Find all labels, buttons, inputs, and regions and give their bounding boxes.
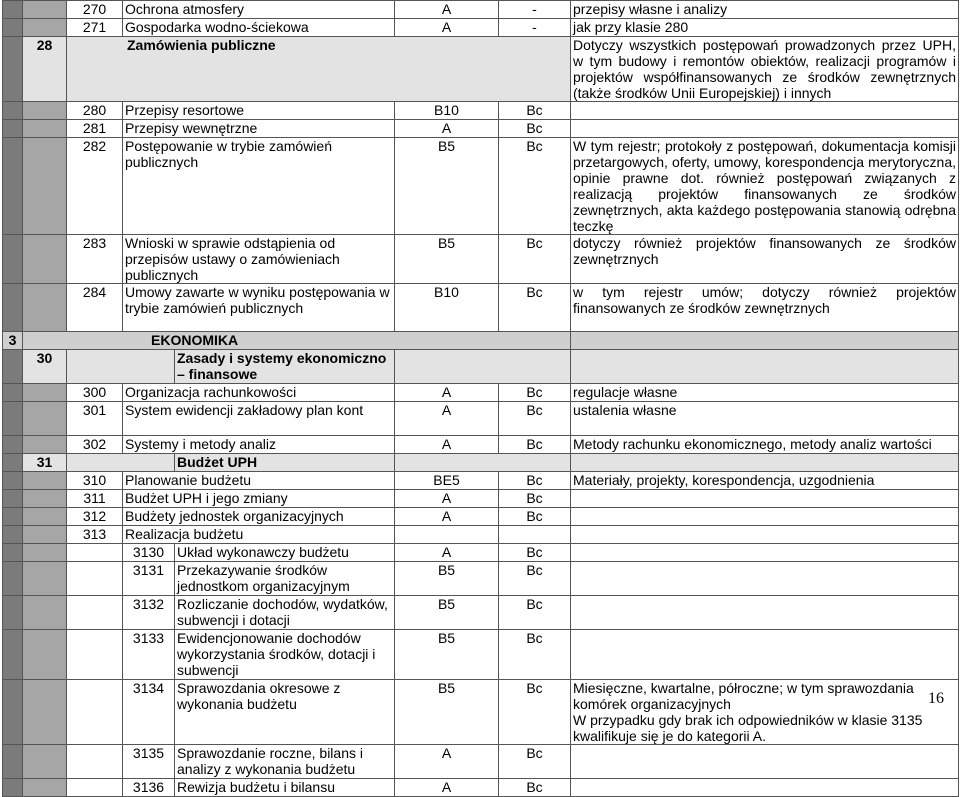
notes-cell [571,508,959,526]
category-other-cell: Bc [499,138,571,235]
level1-cell [3,544,23,562]
notes-cell: w tym rejestr umów; dotyczy również projektów finansowanych ze środków zewnętrznych [571,284,959,332]
category-cell: B5 [395,630,499,680]
spacer-cell [67,596,123,630]
level1-cell [3,235,23,284]
table-row [3,37,959,102]
level1-cell [3,102,23,120]
notes-cell [571,596,959,630]
category-cell: A [395,508,499,526]
table-row [3,490,959,508]
table-row [3,332,959,350]
category-other-cell: Bc [499,472,571,490]
group-symbol-cell: 30 [23,350,67,384]
level2-cell [23,19,67,37]
category-other-cell: Bc [499,284,571,332]
subsymbol-cell: 3133 [123,630,175,680]
title-cell: Sprawozdania okresowe z wykonania budżetu [175,680,395,745]
table-row [3,350,959,384]
level1-cell [3,19,23,37]
level1-cell [3,508,23,526]
title-cell: Organizacja rachunkowości [123,384,395,402]
level2-cell [23,544,67,562]
level1-cell [3,526,23,544]
level1-cell [3,779,23,797]
category-other-cell: Bc [499,680,571,745]
notes-cell [571,332,959,350]
symbol-cell: 301 [67,402,123,436]
level1-cell [3,350,23,384]
subsymbol-cell: 3134 [123,680,175,745]
symbol-cell: 282 [67,138,123,235]
category-cell: A [395,779,499,797]
table-row [3,1,959,19]
notes-cell [571,490,959,508]
subsymbol-cell: 3131 [123,562,175,596]
title-cell: Ewidencjonowanie dochodów wykorzystania środków, dotacji i subwencji [175,630,395,680]
symbol-cell: 270 [67,1,123,19]
subsymbol-cell: 3136 [123,779,175,797]
category-cell: A [395,490,499,508]
table-row [3,630,959,680]
category-other-cell: Bc [499,120,571,138]
table-row [3,454,959,472]
level2-cell [23,490,67,508]
title-cell: Budżety jednostek organizacyjnych [123,508,395,526]
notes-cell [571,779,959,797]
level1-cell [3,120,23,138]
title-cell: Rozliczanie dochodów, wydatków, subwencji i dotacji [175,596,395,630]
title-cell: Ochrona atmosfery [123,1,395,19]
level1-cell [3,284,23,332]
title-cell: System ewidencji zakładowy plan kont [123,402,395,436]
category-other-cell: Bc [499,596,571,630]
symbol-cell: 312 [67,508,123,526]
category-cell: B5 [395,596,499,630]
level2-cell [23,436,67,454]
notes-cell: dotyczy również projektów finansowanych ze środków zewnętrznych [571,235,959,284]
category-cell: A [395,745,499,779]
subsymbol-cell: 3130 [123,544,175,562]
category-cell: B5 [395,235,499,284]
level1-cell [3,490,23,508]
table-row [3,19,959,37]
table-row [3,436,959,454]
category-cell [395,526,499,544]
category-other-cell: - [499,19,571,37]
category-other-cell: Bc [499,490,571,508]
title-cell: Sprawozdanie roczne, bilans i analizy z wykonania budżetu [175,745,395,779]
spacer-cell [67,779,123,797]
category-other-cell: Bc [499,630,571,680]
category-cell: B10 [395,102,499,120]
class-symbol-cell: 3 [3,332,23,350]
symbol-cell: 280 [67,102,123,120]
title-cell: Planowanie budżetu [123,472,395,490]
notes-cell [571,454,959,472]
symbol-cell: 302 [67,436,123,454]
group-spacer-cell [67,454,175,472]
group-title-cell: Budżet UPH [175,454,395,472]
symbol-cell: 313 [67,526,123,544]
notes-cell: jak przy klasie 280 [571,19,959,37]
level2-cell [23,402,67,436]
notes-cell [571,102,959,120]
page-number: 16 [928,690,944,707]
level1-cell [3,138,23,235]
level1-cell [3,680,23,745]
title-cell: Umowy zawarte w wyniku postępowania w trybie zamówień publicznych [123,284,395,332]
symbol-cell: 300 [67,384,123,402]
table-row [3,402,959,436]
level1-cell [3,402,23,436]
category-cell: B5 [395,562,499,596]
level1-cell [3,472,23,490]
notes-cell [571,350,959,384]
level2-cell [23,120,67,138]
notes-cell: W tym rejestr; protokoły z postępowań, dokumentacja komisji przetargowych, oferty, umowy, korespondencja merytoryczna, opinie prawne dot. również postępowań związanych z realizacją projektów finansowanych ze środków zewnętrznych, akta każdego postępowania stanowią odrębna teczkę [571,138,959,235]
spacer-cell [67,562,123,596]
level2-cell [23,526,67,544]
table-row [3,596,959,630]
table-row [3,138,959,235]
level1-cell [3,1,23,19]
notes-cell: Metody rachunku ekonomicznego, metody analiz wartości [571,436,959,454]
table-row [3,472,959,490]
records-classification-table [2,0,959,797]
category-other-cell: Bc [499,102,571,120]
title-cell: Układ wykonawczy budżetu [175,544,395,562]
table-row [3,235,959,284]
category-other-cell: Bc [499,402,571,436]
group-spacer-cell [395,454,571,472]
category-other-cell: Bc [499,235,571,284]
level2-cell [23,1,67,19]
notes-cell: przepisy własne i analizy [571,1,959,19]
category-cell: A [395,436,499,454]
level1-cell [3,436,23,454]
subsymbol-cell: 3135 [123,745,175,779]
category-cell: B5 [395,138,499,235]
level2-cell [23,745,67,779]
title-cell: Przepisy resortowe [123,102,395,120]
symbol-cell: 271 [67,19,123,37]
group-spacer-cell [395,350,571,384]
table-row [3,562,959,596]
notes-cell [571,745,959,779]
level1-cell [3,562,23,596]
level2-cell [23,562,67,596]
category-cell: B5 [395,680,499,745]
level2-cell [23,779,67,797]
level2-cell [23,680,67,745]
level1-cell [3,630,23,680]
title-cell: Budżet UPH i jego zmiany [123,490,395,508]
category-other-cell [499,526,571,544]
level2-cell [23,138,67,235]
notes-cell: Materiały, projekty, korespondencja, uzgodnienia [571,472,959,490]
category-cell: B10 [395,284,499,332]
notes-cell [571,544,959,562]
notes-cell: Dotyczy wszystkich postępowań prowadzonych przez UPH, w tym budowy i remontów obiektów, realizacji programów i projektów współfinansowanych ze środków zewnętrznych (także środków Unii Europejskiej) i innych [571,37,959,102]
category-cell: A [395,384,499,402]
level2-cell [23,102,67,120]
level2-cell [23,235,67,284]
spacer-cell [67,544,123,562]
group-title-cell: Zasady i systemy ekonomiczno – finansowe [175,350,395,384]
category-cell: BE5 [395,472,499,490]
subsymbol-cell: 3132 [123,596,175,630]
symbol-cell: 283 [67,235,123,284]
table-row [3,508,959,526]
symbol-cell: 281 [67,120,123,138]
notes-cell [571,526,959,544]
table-row [3,284,959,332]
group-symbol-cell: 31 [23,454,67,472]
title-cell: Postępowanie w trybie zamówień publicznych [123,138,395,235]
spacer-cell [67,680,123,745]
group-spacer-cell [67,350,175,384]
title-cell: Rewizja budżetu i bilansu [175,779,395,797]
notes-cell: regulacje własne [571,384,959,402]
title-cell: Realizacja budżetu [123,526,395,544]
category-cell: A [395,120,499,138]
title-cell: Gospodarka wodno-ściekowa [123,19,395,37]
category-cell: A [395,1,499,19]
table-row [3,745,959,779]
table-row [3,102,959,120]
notes-cell: Miesięczne, kwartalne, półroczne; w tym sprawozdania komórek organizacyjnych W przypadku gdy brak ich odpowiedników w klasie 3135 kwalifikuje się je do kategorii A. [571,680,959,745]
title-cell: Systemy i metody analiz [123,436,395,454]
level1-cell [3,745,23,779]
level2-cell [23,472,67,490]
level1-cell [3,454,23,472]
notes-cell: ustalenia własne [571,402,959,436]
class-title-cell: EKONOMIKA [23,332,571,350]
table-row [3,544,959,562]
table-row [3,526,959,544]
title-cell: Przekazywanie środków jednostkom organizacyjnym [175,562,395,596]
spacer-cell [67,630,123,680]
category-other-cell: Bc [499,562,571,596]
level1-cell [3,37,23,102]
category-cell: A [395,19,499,37]
level2-cell [23,508,67,526]
group-symbol-cell: 28 [23,37,67,102]
spacer-cell [67,745,123,779]
category-other-cell: Bc [499,436,571,454]
symbol-cell: 284 [67,284,123,332]
title-cell: Wnioski w sprawie odstąpienia od przepisów ustawy o zamówieniach publicznych [123,235,395,284]
notes-cell [571,562,959,596]
level2-cell [23,384,67,402]
notes-cell [571,630,959,680]
table-row [3,120,959,138]
category-other-cell: - [499,1,571,19]
category-cell: A [395,544,499,562]
category-other-cell: Bc [499,384,571,402]
symbol-cell: 310 [67,472,123,490]
category-other-cell: Bc [499,745,571,779]
category-other-cell: Bc [499,779,571,797]
category-cell: A [395,402,499,436]
category-other-cell: Bc [499,544,571,562]
level1-cell [3,384,23,402]
level1-cell [3,596,23,630]
group-title-cell: Zamówienia publiczne [67,37,571,102]
notes-cell [571,120,959,138]
symbol-cell: 311 [67,490,123,508]
table-row [3,779,959,797]
level2-cell [23,284,67,332]
table-row [3,680,959,745]
table-row [3,384,959,402]
category-other-cell: Bc [499,508,571,526]
title-cell: Przepisy wewnętrzne [123,120,395,138]
level2-cell [23,630,67,680]
level2-cell [23,596,67,630]
